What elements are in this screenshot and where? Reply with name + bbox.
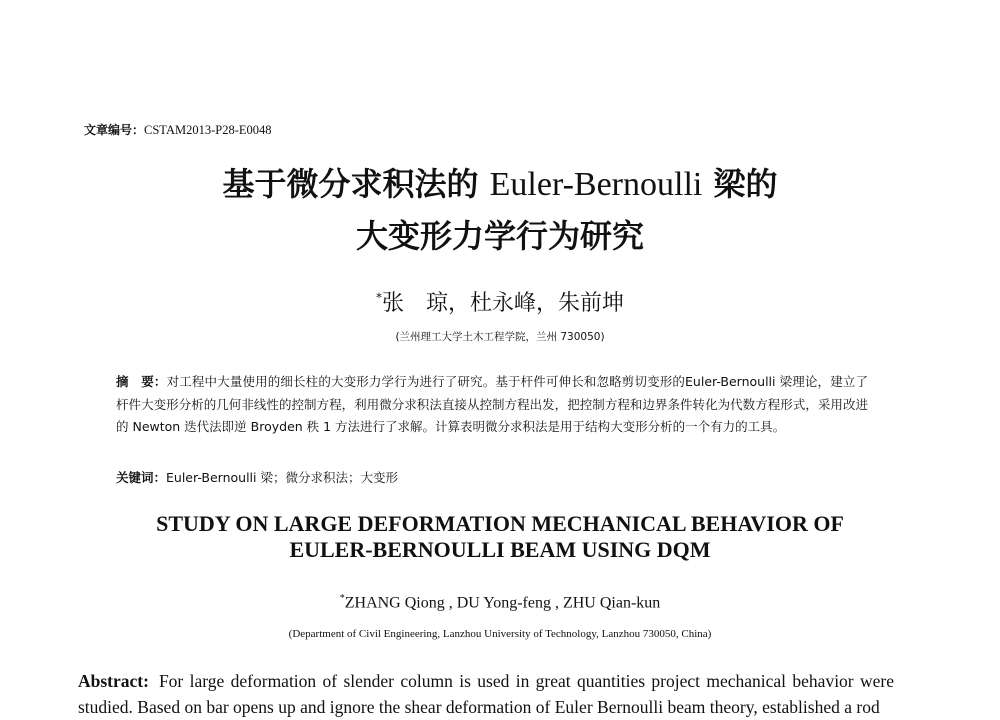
chinese-title-part-b: 梁的 — [702, 165, 778, 203]
chinese-abstract — [116, 371, 868, 439]
chinese-keywords — [116, 468, 398, 486]
english-abstract-text: For large deformation of slender column is used in great quantities project mechanical behavior were studied. Based on bar opens up and ignore the shear deformation of Euler Bernoulli beam theory, established a rod — [78, 671, 894, 717]
english-abstract-label: Abstract: — [78, 671, 149, 691]
english-authors — [0, 593, 1000, 612]
chinese-abstract-text: 对工程中大量使用的细长柱的大变形力学行为进行了研究。基于杆件可伸长和忽略剪切变形的Euler-Bernoulli 梁理论，建立了杆件大变形分析的几何非线性的控制方程，利用微分求积法直接从控制方程出发，把控制方程和边界条件转化为代数方程形式，采用改进的 Newton 迭代法即逆 Broyden 秩 1 方法进行了求解。计算表明微分求积法是用于结构大变形分析的一个有力的工具。 — [116, 374, 868, 434]
article-number-value: CSTAM2013-P28-E0048 — [144, 123, 272, 137]
english-title-line-2: EULER-BERNOULLI BEAM USING DQM — [289, 537, 711, 562]
chinese-author-names: 张 琼，杜永峰，朱前坤 — [381, 291, 624, 316]
chinese-abstract-label: 摘 要： — [116, 374, 167, 389]
chinese-title-line-1 — [0, 162, 1000, 207]
article-number — [84, 121, 272, 138]
chinese-title-part-a: 基于微分求积法的 — [222, 165, 490, 203]
english-title-line-1: STUDY ON LARGE DEFORMATION MECHANICAL BEHAVIOR OF — [156, 511, 844, 536]
chinese-title-latin: Euler-Bernoulli — [489, 166, 703, 203]
chinese-keywords-text: Euler-Bernoulli 梁；微分求积法；大变形 — [166, 470, 398, 485]
chinese-keywords-label: 关键词： — [116, 470, 167, 485]
chinese-title-line-2: 大变形力学行为研究 — [355, 217, 644, 255]
chinese-affiliation: (兰州理工大学土木工程学院，兰州 730050) — [395, 331, 605, 343]
english-affiliation: (Department of Civil Engineering, Lanzhou University of Technology, Lanzhou 730050, China) — [288, 628, 712, 640]
english-author-names: ZHANG Qiong , DU Yong-feng , ZHU Qian-kun — [344, 594, 661, 612]
chinese-authors — [0, 286, 1000, 317]
english-corresponding-mark: * — [339, 593, 345, 604]
english-title — [0, 511, 1000, 563]
article-number-label: 文章编号： — [84, 123, 145, 137]
corresponding-author-mark: * — [375, 290, 382, 305]
english-abstract — [78, 668, 894, 720]
